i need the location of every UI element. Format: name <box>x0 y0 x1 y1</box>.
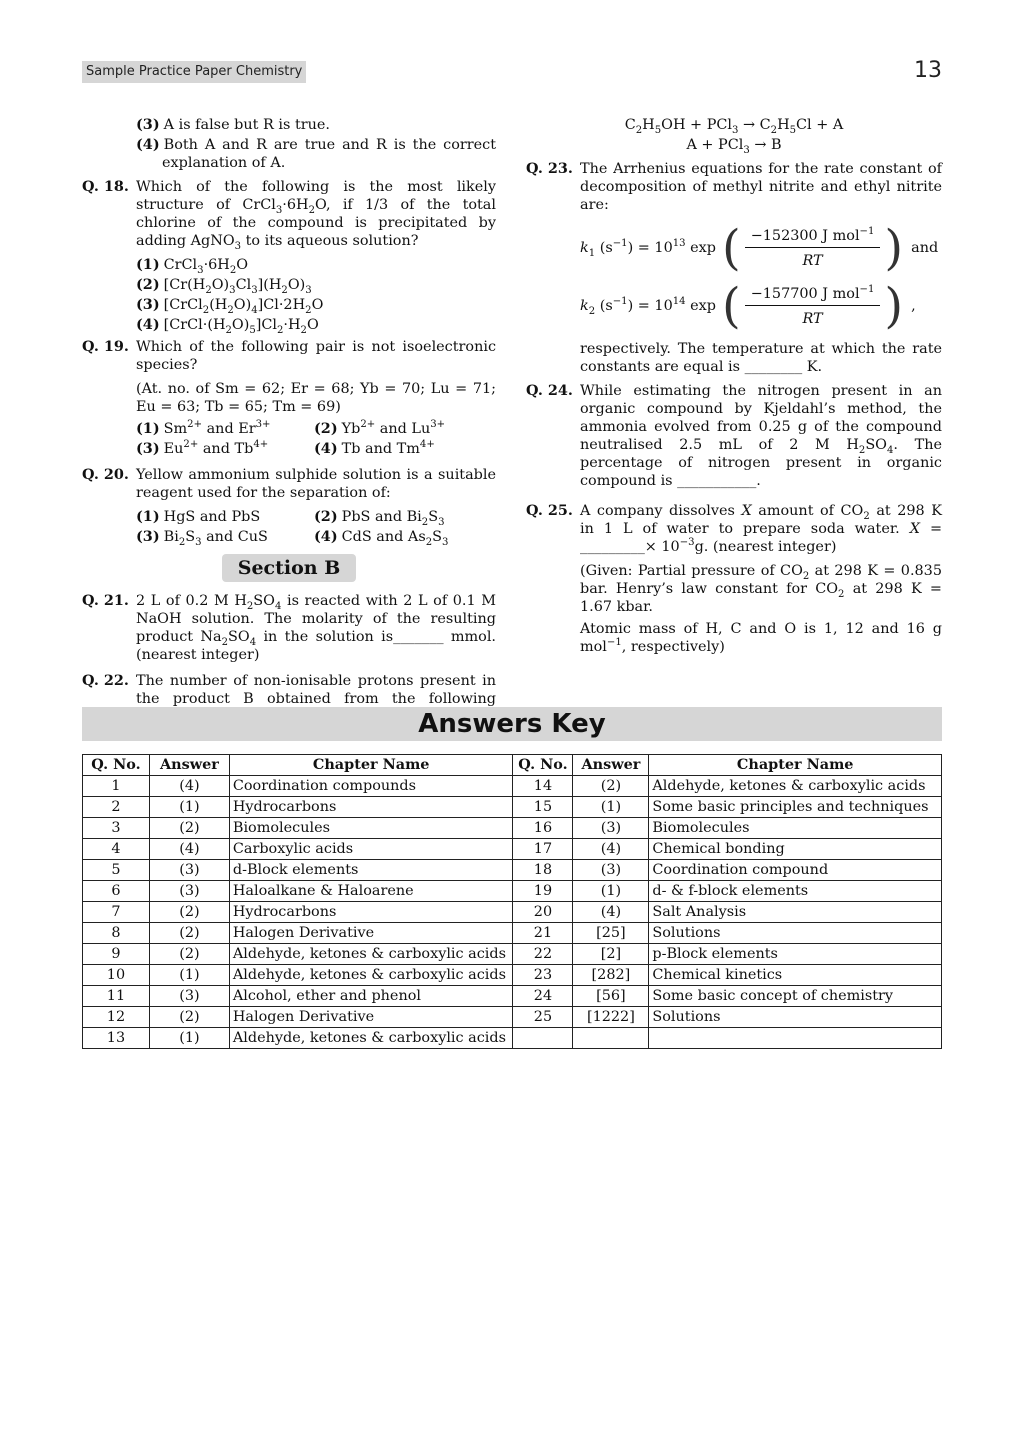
answer-cell: (2) <box>149 923 229 944</box>
k2-equation: $k_2$ $(s^{-1}) = 10^{14}$ exp ( $\frac{-157700 J mol^{-1}}{RT}$ ) , <box>580 278 916 334</box>
answer-cell: (1) <box>149 1028 229 1049</box>
answer-cell: (1) <box>573 881 649 902</box>
chapter-cell: Halogen Derivative <box>229 1007 513 1028</box>
table-row <box>83 965 942 986</box>
table-row <box>83 923 942 944</box>
header-answer-1: Answer <box>149 755 229 776</box>
left-column <box>82 116 496 732</box>
qno-cell: 22 <box>513 944 573 965</box>
q17-option-4: (4) Both A and R are true and R is the correct explanation of A. <box>136 136 496 171</box>
q19-options: (At. no. of Sm = 62; Er = 68; Yb = 70; Lu = 71; Eu = 63; Tb = 65; Tm = 69) (1) $Sm^{2+}$ and $Er^{3+}$ (2) $Yb^{2+}$ and $Lu^{3+}$ (3) $Eu^{2+}$ and $Tb^{4+}$ (4) Tb and $Tm^{4+}$ <box>136 381 496 457</box>
qno-cell: 10 <box>83 965 150 986</box>
answer-cell: [25] <box>573 923 649 944</box>
chapter-cell: Aldehyde, ketones & carboxylic acids <box>229 1028 513 1049</box>
qno-cell: 12 <box>83 1007 150 1028</box>
chapter-cell: Aldehyde, ketones & carboxylic acids <box>229 965 513 986</box>
header-chapter-1: Chapter Name <box>229 755 513 776</box>
answer-cell: [2] <box>573 944 649 965</box>
table-row <box>83 1028 942 1049</box>
header-chapter-2: Chapter Name <box>649 755 942 776</box>
chapter-cell: Chemical kinetics <box>649 965 942 986</box>
table-row <box>83 944 942 965</box>
q23-equations: $k_1$ $(s^{-1}) = 10^{13}$ exp ( $\frac{-152300 J mol^{-1}}{RT}$ ) and $k_2$ $(s^{-1}) = 10^{14}$ exp ( $\frac{-157700 J mol^{-1}}{RT}$ ) , respectively. The temperature at which the rate constants are equal is ________ K. <box>580 220 942 375</box>
chapter-cell: Biomolecules <box>649 818 942 839</box>
section-b-heading: Section B <box>222 554 356 582</box>
chapter-cell: p-Block elements <box>649 944 942 965</box>
table-row <box>83 902 942 923</box>
table-row <box>83 986 942 1007</box>
chapter-cell: Coordination compounds <box>229 776 513 797</box>
answer-cell: (4) <box>149 839 229 860</box>
answers-key-table <box>82 754 942 1049</box>
answer-cell: (3) <box>149 986 229 1007</box>
question-22: Q. 22. The number of non-ionisable protons present in the product B obtained from the following <box>82 672 496 707</box>
answer-cell: (2) <box>149 818 229 839</box>
q25-given: (Given: Partial pressure of $CO_2$ at 298 K = 0.835 bar. Henry’s law constant for $CO_2$ at 298 K = 1.67 kbar. Atomic mass of H, C and O is 1, 12 and 16 g mol$^{-1}$, respectively) <box>580 563 942 655</box>
question-20: Q. 20. Yellow ammonium sulphide solution is a suitable reagent used for the separation of: <box>82 466 496 501</box>
answer-cell: (3) <box>573 818 649 839</box>
table-row <box>83 1007 942 1028</box>
qno-cell: 21 <box>513 923 573 944</box>
header-qno-1: Q. No. <box>83 755 150 776</box>
table-header-row <box>83 755 942 776</box>
q17-options <box>82 116 496 172</box>
chapter-cell: Some basic concept of chemistry <box>649 986 942 1007</box>
qno-cell: 4 <box>83 839 150 860</box>
qno-cell: 14 <box>513 776 573 797</box>
question-25: Q. 25. A company dissolves X amount of $CO_2$ at 298 K in 1 L of water to prepare soda water. X = _________× $10^{-3}g$. (nearest integer) <box>526 502 942 555</box>
reaction-1: $C_2H_5OH + PCl_3 \to C_2H_5Cl + A$ <box>624 117 844 136</box>
qno-cell: 23 <box>513 965 573 986</box>
qno-cell: 1 <box>83 776 150 797</box>
chapter-cell: Hydrocarbons <box>229 902 513 923</box>
qno-cell: 15 <box>513 797 573 818</box>
qno-cell: 3 <box>83 818 150 839</box>
answer-cell: (4) <box>573 902 649 923</box>
chapter-cell: Solutions <box>649 1007 942 1028</box>
page-number: 13 <box>914 58 942 83</box>
answer-cell: (2) <box>149 944 229 965</box>
qno-cell: 9 <box>83 944 150 965</box>
right-column <box>526 116 942 658</box>
chapter-cell: Coordination compound <box>649 860 942 881</box>
table-row <box>83 818 942 839</box>
qno-cell: 18 <box>513 860 573 881</box>
answer-cell: [282] <box>573 965 649 986</box>
answer-cell: (4) <box>149 776 229 797</box>
question-18: Q. 18. Which of the following is the most likely structure of $CrCl_3\cdot 6H_2O$, if 1/3 of the total chlorine of the compound is precipitated by adding AgNO$_3$ to its aqueous solution? <box>82 178 496 252</box>
qno-cell: 20 <box>513 902 573 923</box>
chapter-cell: Hydrocarbons <box>229 797 513 818</box>
question-19: Q. 19. Which of the following pair is not isoelectronic species? <box>82 338 496 373</box>
chapter-cell: Aldehyde, ketones & carboxylic acids <box>649 776 942 797</box>
question-21: Q. 21. 2 L of 0.2 M $H_2SO_4$ is reacted with 2 L of 0.1 M NaOH solution. The molarity of the resulting product $Na_2SO_4$ in the solution is_______ mmol. (nearest integer) <box>82 592 496 663</box>
header-qno-2: Q. No. <box>513 755 573 776</box>
answer-cell: (2) <box>149 1007 229 1028</box>
answer-cell: (2) <box>149 902 229 923</box>
answer-cell: (1) <box>149 797 229 818</box>
question-23: Q. 23. The Arrhenius equations for the rate constant of decomposition of methyl nitrite and ethyl nitrite are: <box>526 160 942 213</box>
answer-cell <box>573 1028 649 1049</box>
header-tag: Sample Practice Paper Chemistry <box>82 61 306 83</box>
answer-cell: (1) <box>149 965 229 986</box>
qno-cell: 2 <box>83 797 150 818</box>
answer-cell: [1222] <box>573 1007 649 1028</box>
reaction-2: A + PCl$_3$ → B <box>686 137 782 156</box>
q20-options: (1) HgS and PbS (2) PbS and $Bi_2S_3$ (3) $Bi_2S_3$ and CuS (4) CdS and $As_2S_3$ <box>136 508 449 548</box>
qno-cell: 25 <box>513 1007 573 1028</box>
chapter-cell: Aldehyde, ketones & carboxylic acids <box>229 944 513 965</box>
qno-cell: 7 <box>83 902 150 923</box>
question-24: Q. 24. While estimating the nitrogen present in an organic compound by Kjeldahl’s method, the ammonia evolved from 0.25 g of the compound neutralised 2.5 mL of 2 M $H_2SO_4$. The percentage of nitrogen present in organic compound is ___________. <box>526 382 942 489</box>
qno-cell: 13 <box>83 1028 150 1049</box>
answer-cell: (3) <box>573 860 649 881</box>
qno-cell: 17 <box>513 839 573 860</box>
chapter-cell: Alcohol, ether and phenol <box>229 986 513 1007</box>
header-answer-2: Answer <box>573 755 649 776</box>
k1-equation: $k_1$ $(s^{-1}) = 10^{13}$ exp ( $\frac{-152300 J mol^{-1}}{RT}$ ) and <box>580 220 939 276</box>
qno-cell: 6 <box>83 881 150 902</box>
chapter-cell: Some basic principles and techniques <box>649 797 942 818</box>
table-row <box>83 839 942 860</box>
table-row <box>83 860 942 881</box>
answer-cell: [56] <box>573 986 649 1007</box>
answer-cell: (3) <box>149 860 229 881</box>
chapter-cell: Carboxylic acids <box>229 839 513 860</box>
answer-cell: (3) <box>149 881 229 902</box>
chapter-cell: Halogen Derivative <box>229 923 513 944</box>
chapter-cell: Haloalkane & Haloarene <box>229 881 513 902</box>
answer-cell: (1) <box>573 797 649 818</box>
answer-cell: (2) <box>573 776 649 797</box>
q17-option-3: (3) A is false but R is true. <box>136 116 330 133</box>
qno-cell: 19 <box>513 881 573 902</box>
chapter-cell: Solutions <box>649 923 942 944</box>
qno-cell: 5 <box>83 860 150 881</box>
chapter-cell: Chemical bonding <box>649 839 942 860</box>
chapter-cell <box>649 1028 942 1049</box>
qno-cell: 16 <box>513 818 573 839</box>
chapter-cell: Salt Analysis <box>649 902 942 923</box>
qno-cell: 8 <box>83 923 150 944</box>
qno-cell: 11 <box>83 986 150 1007</box>
qno-cell: 24 <box>513 986 573 1007</box>
answers-key-heading: Answers Key <box>82 707 942 741</box>
chapter-cell: Biomolecules <box>229 818 513 839</box>
chapter-cell: d-Block elements <box>229 860 513 881</box>
chapter-cell: d- & f-block elements <box>649 881 942 902</box>
table-row <box>83 797 942 818</box>
table-row <box>83 881 942 902</box>
answer-cell: (4) <box>573 839 649 860</box>
table-row <box>83 776 942 797</box>
q18-options: (1) $CrCl_3\cdot 6H_2O$ (2) $[Cr(H_2O)_3Cl_3](H_2O)_3$ (3) $[CrCl_2(H_2O)_4]Cl\cdot 2H_2O$ (4) $[CrCl\cdot(H_2O)_5]Cl_2\cdot H_2O$ <box>136 256 324 336</box>
qno-cell <box>513 1028 573 1049</box>
